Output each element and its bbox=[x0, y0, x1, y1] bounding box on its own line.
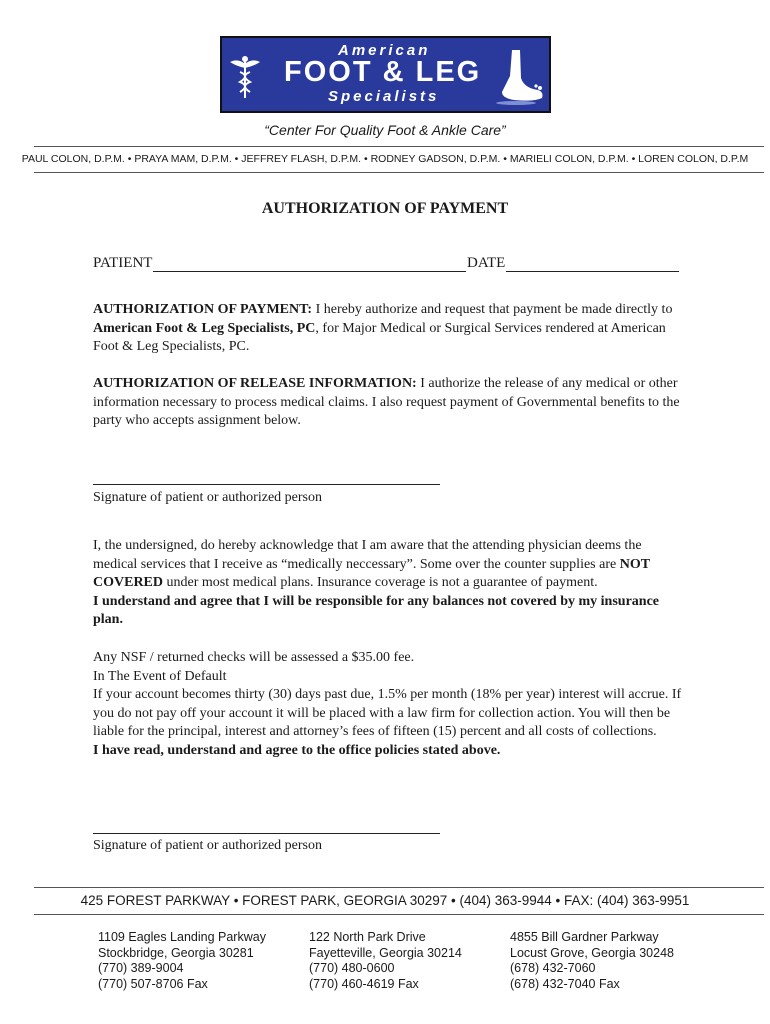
policies-paragraph bbox=[93, 649, 683, 761]
office-phone: (770) 389-9004 bbox=[98, 961, 184, 976]
default-policy-text: If your account becomes thirty (30) days past due, 1.5% per month (18% per year) interest will accrue. If you do not pay off your account it will be placed with a law firm for collection action. You will then be liable for the principal, interest and attorney’s fees of fifteen (15) percent and all costs of collections. bbox=[93, 687, 682, 740]
company-name: American Foot & Leg Specialists, PC bbox=[93, 320, 316, 336]
office-street: 1109 Eagles Landing Parkway bbox=[98, 930, 266, 944]
office-city: Locust Grove, Georgia 30248 bbox=[510, 945, 674, 960]
signature-label-1: Signature of patient or authorized person bbox=[93, 490, 322, 505]
footer-divider-bottom bbox=[34, 914, 764, 915]
patient-label: PATIENT bbox=[93, 255, 153, 271]
authorization-release-text: I authorize the release of any medical or other information necessary to process medical claims. I also request payment of Governmental benefits to the party who accepts assignment below. bbox=[93, 376, 680, 429]
header-divider-bottom bbox=[34, 172, 764, 173]
logo-line-1: American bbox=[338, 42, 431, 59]
authorization-release-paragraph bbox=[93, 375, 683, 431]
doctors-list: PAUL COLON, D.P.M. • PRAYA MAM, D.P.M. • JEFFREY FLASH, D.P.M. • RODNEY GADSON, D.P.M. • MARIELI COLON, D.P.M. • LOREN COLON, D.P.M bbox=[21, 153, 749, 165]
authorization-payment-paragraph bbox=[93, 301, 683, 357]
signature-line-1[interactable] bbox=[93, 484, 440, 485]
office-phone: (770) 480-0600 bbox=[309, 961, 395, 976]
office-stockbridge bbox=[98, 930, 266, 992]
not-covered-text: NOT COVERED bbox=[93, 556, 650, 591]
logo-line-2: FOOT & LEG bbox=[284, 56, 482, 88]
form-title: AUTHORIZATION OF PAYMENT bbox=[261, 200, 509, 217]
caduceus-icon bbox=[228, 54, 262, 100]
acknowledgement-text-2: under most medical plans. Insurance coverage is not a guarantee of payment. bbox=[163, 575, 598, 591]
acknowledgement-text-1: I, the undersigned, do hereby acknowledge that I am aware that the attending physician deems the medical services that I receive as “medically neccessary”. Some over the counter supplies are bbox=[93, 538, 642, 572]
authorization-release-heading: AUTHORIZATION OF RELEASE INFORMATION: bbox=[93, 376, 417, 391]
acknowledgement-paragraph bbox=[93, 537, 683, 630]
practice-logo bbox=[220, 36, 551, 113]
signature-line-2[interactable] bbox=[93, 833, 440, 834]
office-fax: (770) 507-8706 Fax bbox=[98, 976, 208, 991]
authorization-payment-heading: AUTHORIZATION OF PAYMENT: bbox=[93, 302, 313, 317]
signature-label-2: Signature of patient or authorized person bbox=[93, 838, 322, 853]
footer-divider-top bbox=[34, 887, 764, 888]
office-street: 4855 Bill Gardner Parkway bbox=[510, 930, 659, 944]
office-locust-grove bbox=[510, 930, 674, 992]
office-city: Stockbridge, Georgia 30281 bbox=[98, 945, 254, 960]
office-phone: (678) 432-7060 bbox=[510, 961, 596, 976]
default-heading: In The Event of Default bbox=[93, 668, 227, 684]
office-fayetteville bbox=[309, 930, 462, 992]
agreement-statement: I have read, understand and agree to the office policies stated above. bbox=[93, 742, 501, 758]
office-street: 122 North Park Drive bbox=[309, 930, 426, 944]
authorization-payment-text-1: I hereby authorize and request that payment be made directly to bbox=[312, 302, 673, 317]
patient-field[interactable] bbox=[153, 271, 466, 272]
responsibility-statement: I understand and agree that I will be responsible for any balances not covered by my insurance plan. bbox=[93, 593, 660, 628]
logo-line-3: Specialists bbox=[328, 88, 440, 105]
office-city: Fayetteville, Georgia 30214 bbox=[309, 945, 462, 960]
foot-icon bbox=[494, 48, 546, 106]
office-fax: (770) 460-4619 Fax bbox=[309, 976, 419, 991]
nsf-policy: Any NSF / returned checks will be assessed a $35.00 fee. bbox=[93, 650, 415, 665]
tagline: “Center For Quality Foot & Ankle Care” bbox=[264, 122, 506, 138]
office-fax: (678) 432-7040 Fax bbox=[510, 976, 620, 991]
date-label: DATE bbox=[467, 255, 506, 271]
header-divider-top bbox=[34, 146, 764, 147]
date-field[interactable] bbox=[506, 271, 679, 272]
authorization-payment-text-2: , for Major Medical or Surgical Services rendered at American Foot & Leg Specialists, PC. bbox=[93, 320, 666, 355]
main-office-address: 425 FOREST PARKWAY • FOREST PARK, GEORGIA 30297 • (404) 363-9944 • FAX: (404) 363-9951 bbox=[80, 893, 690, 908]
